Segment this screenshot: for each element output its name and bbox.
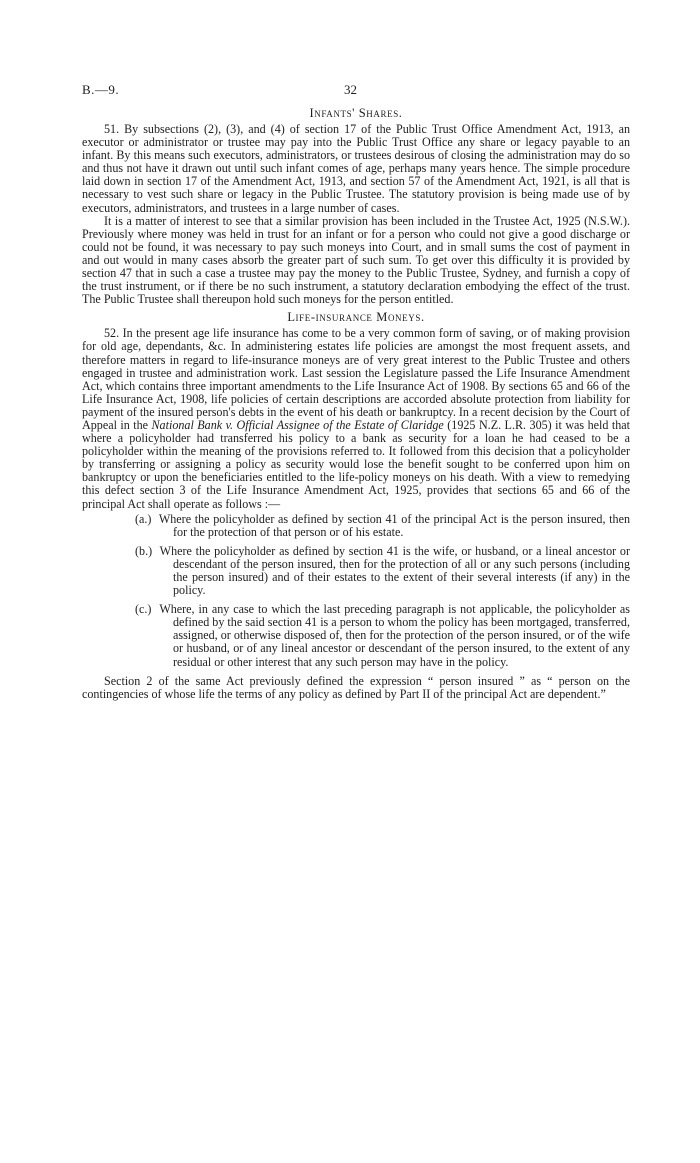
paragraph-52-start: 52. In the present age life insurance has come to be a very common form of saving, or of making provision for old age, dependants, &c. In administering estates life policies are amongst the most frequent assets, and therefore matters in regard to life-insurance moneys are of very great interest to the Public Trustee and others engaged in trustee and administration work. Last session the Legislature passed the Life Insurance Amendment Act, which contains three important amendments to the Life Insurance Act of 1908. By sections 65 and 66 of the Life Insurance Act, 1908, life policies of certain descriptions are accorded absolute protection from liability for payment of the insured person's debts in the event of his death or bankruptcy. In a recent decision by the Court of Appeal in the [82,326,630,432]
list-item [135,513,630,539]
paragraph-51: 51. By subsections (2), (3), and (4) of section 17 of the Public Trust Office Amendment Act, 1913, an executor or administrator or trustee may pay into the Public Trust Office any share or legacy payable to an infant. By this means such executors, administrators, or trustees desirous of closing the administration may do so and thus not have it drawn out until such infant comes of age, perhaps many years hence. The simple procedure laid down in section 17 of the Amendment Act, 1913, and section 57 of the Amendment Act, 1921, is all that is necessary to vest such share or legacy in the Public Trustee. The statutory provision is being made use of by executors, administrators, and trustees in a large number of cases. [82,122,630,215]
list-item-label: (b.) [135,543,153,558]
list-item [135,603,630,668]
page-number: 32 [344,82,357,97]
paragraph-51-continued: It is a matter of interest to see that a similar provision has been included in the Trustee Act, 1925 (N.S.W.). Previously where money was held in trust for an infant or for a person who could not give a good discharge or could not be found, it was necessary to pay such moneys into Court, and in small sums the cost of payment in and out would in many cases absorb the greater part of such sum. To get over this difficulty it is provided by section 47 that in such a case a trustee may pay the money to the Public Trustee, Sydney, and furnish a copy of the trust instrument, or if there be no such instrument, a statutory declaration embodying the effect of the trust. The Public Trustee shall thereupon hold such moneys for the person entitled. [82,213,630,307]
paragraph-52 [82,327,630,510]
list-item-label: (c.) [135,602,152,617]
case-citation: National Bank v. Official Assignee of the Estate of Claridge [151,417,444,432]
list-item-label: (a.) [135,511,152,526]
page-header [82,82,630,102]
paragraph-52-end: (1925 N.Z. L.R. 305) it was held that where a policyholder had transferred his policy to a bank as security for a loan he had ceased to be a policyholder within the meaning of the provisions referred to. It followed from this decision that a policyholder by transferring or assigning a policy as security would lose the benefit sought to be conferred upon him on bankruptcy or upon the beneficiaries entitled to the life-policy moneys on his death. With a view to remedying this defect section 3 of the Life Insurance Amendment Act, 1925, provides that sections 65 and 66 of the principal Act shall operate as follows :— [82,417,630,511]
section-heading-infants-shares: Infants' Shares. [309,106,403,120]
document-reference: B.—9. [82,82,120,97]
list-item-text: Where the policyholder as defined by section 41 is the wife, or husband, or a lineal ancestor or descendant of the person insured, then for the protection of all or any such persons (including the person insured) and of their estates to the extent of their several interests (if any) in the policy. [159,543,630,598]
list-item-text: Where, in any case to which the last preceding paragraph is not applicable, the policyholder as defined by the said section 41 is a person to whom the policy has been mortgaged, transferred, assigned, or otherwise disposed of, then for the protection of the person insured, or of the wife or husband, or of any lineal ancestor or descendant of the person insured, to the extent of any residual or other interest that any such person may have in the policy. [159,602,631,669]
closing-paragraph: Section 2 of the same Act previously defined the expression “ person insured ” as “ person on the contingencies of whose life the terms of any policy as defined by Part II of the principal Act are dependent.” [82,673,630,701]
list-item [135,545,630,597]
section-heading-life-insurance: Life-insurance Moneys. [287,310,425,325]
document-page [82,82,630,701]
list-item-text: Where the policyholder as defined by section 41 of the principal Act is the person insured, then for the protection of that person or of his estate. [158,511,631,539]
